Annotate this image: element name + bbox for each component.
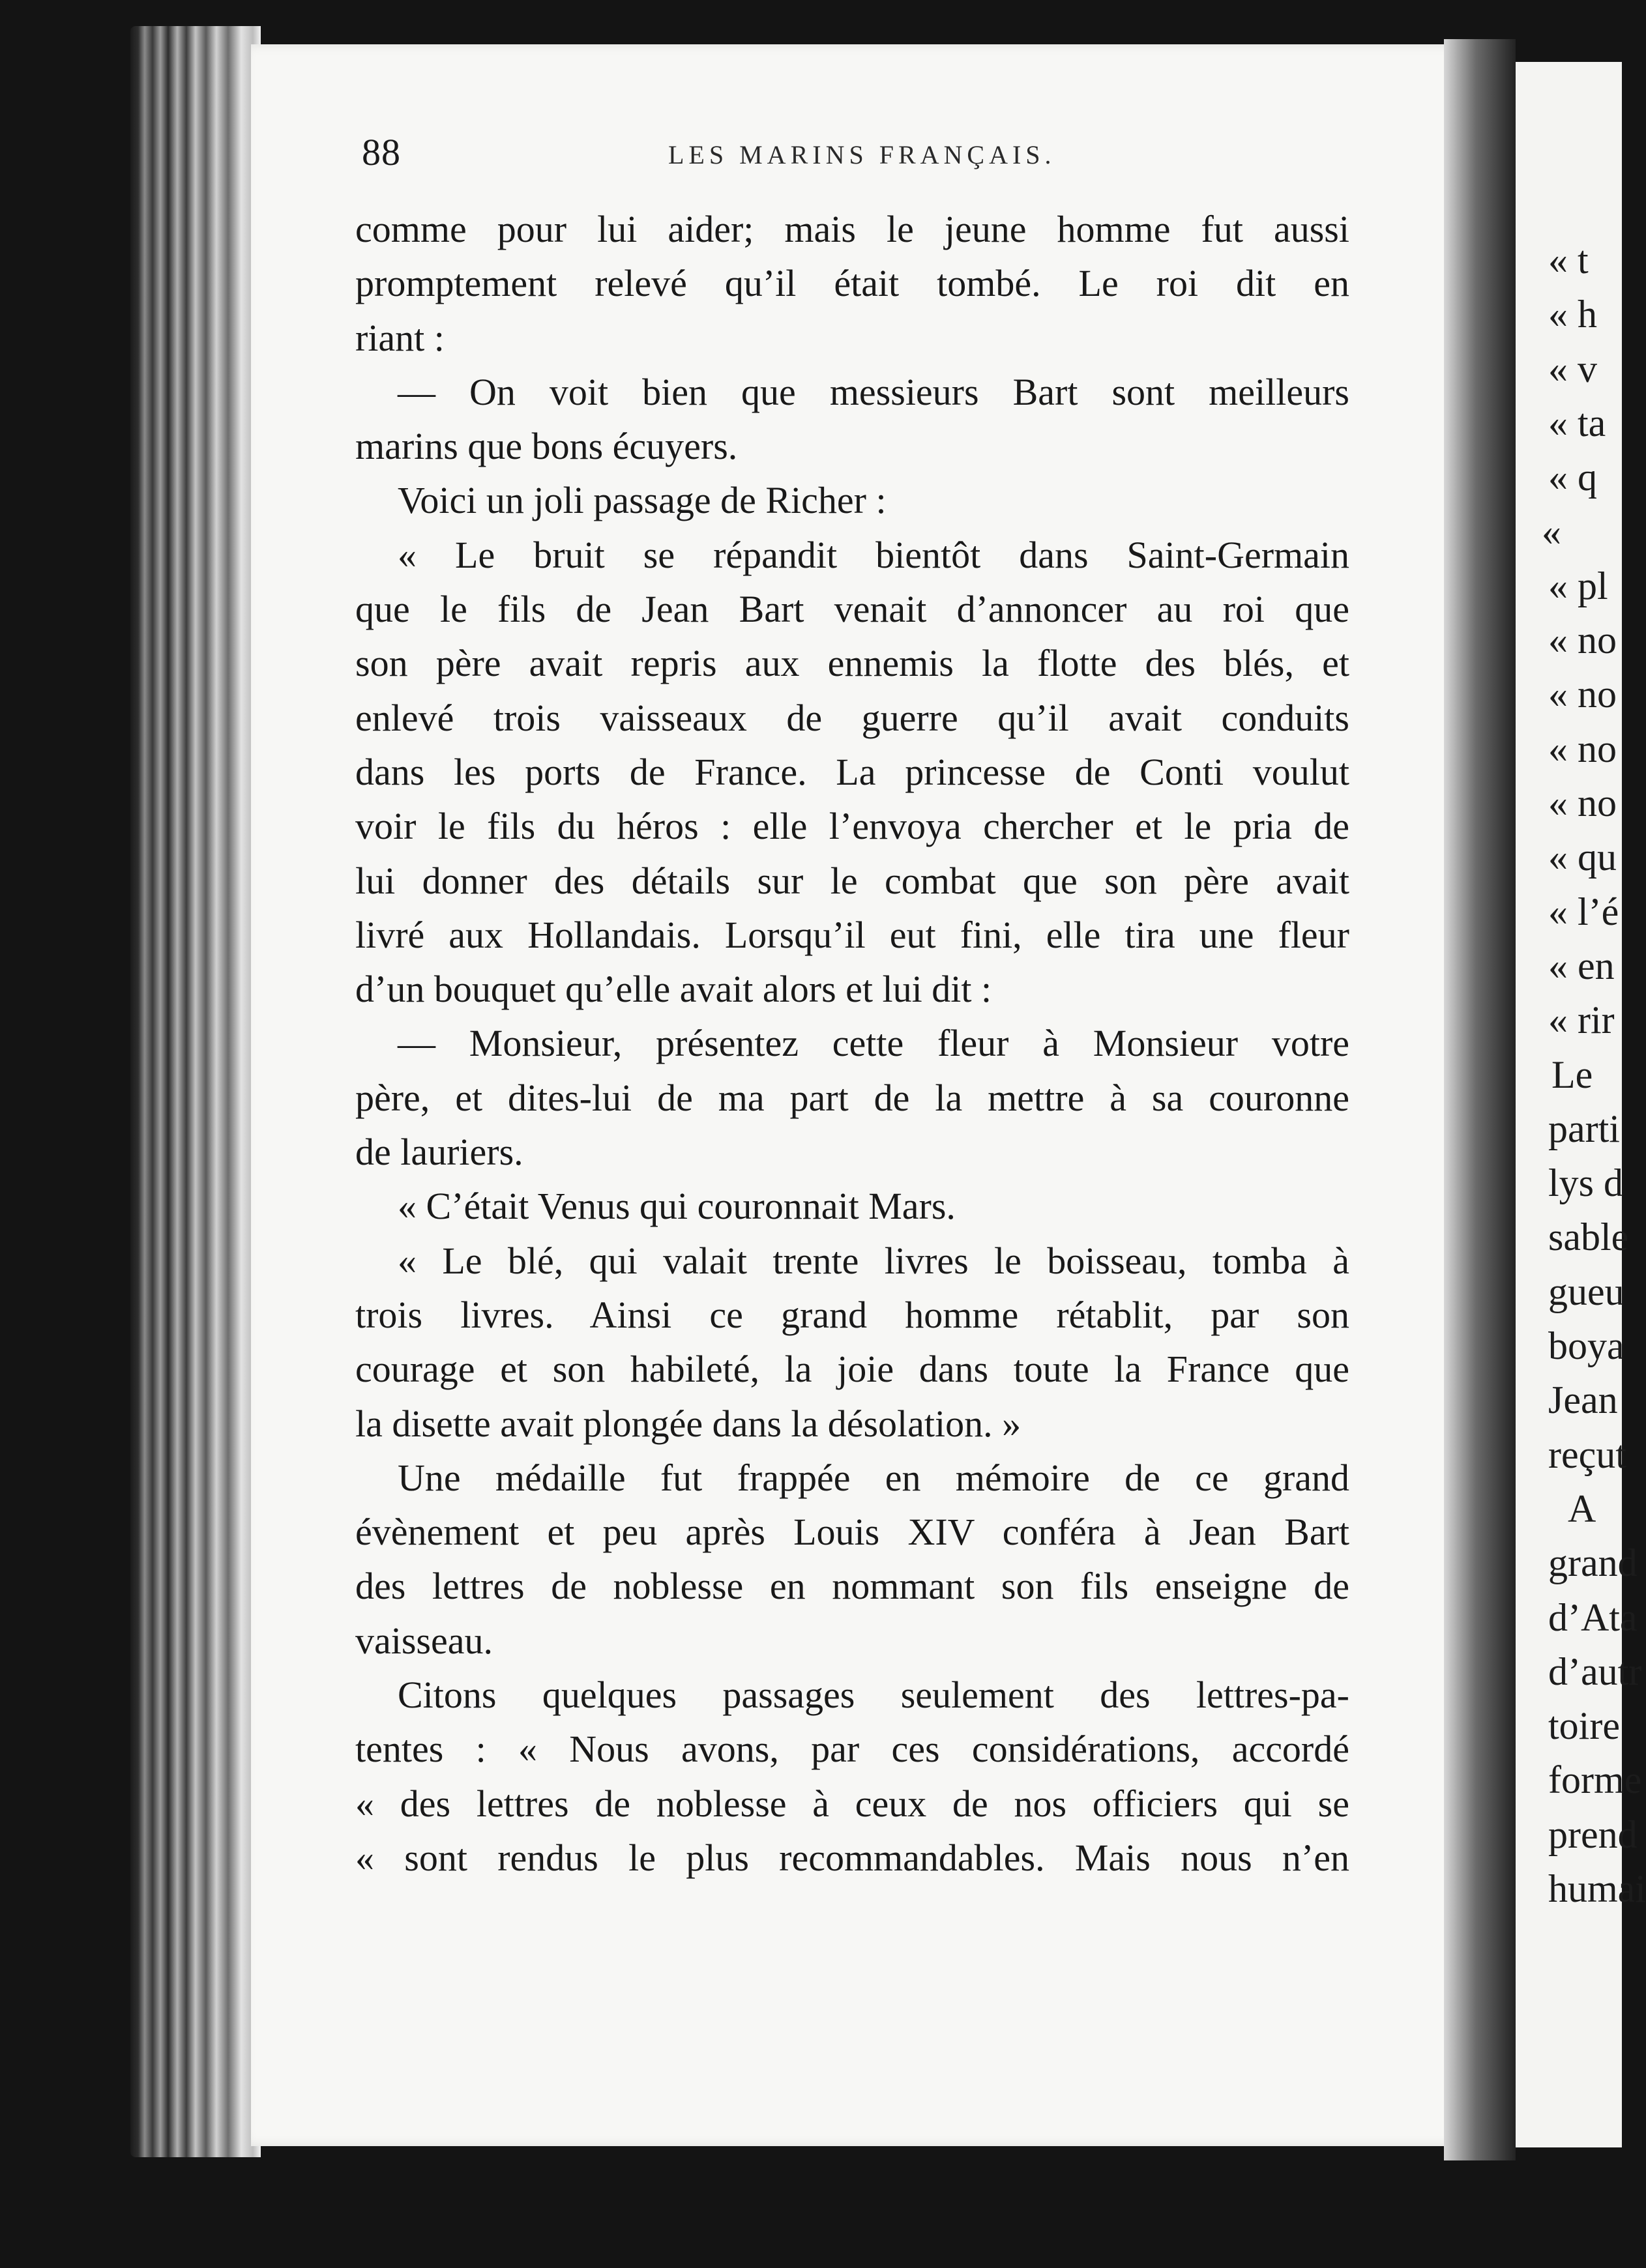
facing-page-line: « no (1548, 673, 1617, 716)
facing-page-line: « v (1548, 347, 1597, 390)
text-line: Voici un joli passage de Richer : (398, 479, 887, 522)
text-line: enlevé trois vaisseaux de guerre qu’il avait conduits (355, 696, 1349, 739)
facing-page-line: « no (1548, 781, 1617, 824)
text-line: trois livres. Ainsi ce grand homme rétablit, par son (355, 1293, 1349, 1336)
text-line: — Monsieur, présentez cette fleur à Monsieur votre (398, 1022, 1349, 1065)
text-line: des lettres de noblesse en nommant son fils enseigne de (355, 1565, 1349, 1608)
text-line: vaisseau. (355, 1619, 493, 1662)
text-line: promptement relevé qu’il était tombé. Le roi dit en (355, 262, 1349, 305)
facing-page-line: « (1542, 510, 1561, 553)
text-line: « Le bruit se répandit bientôt dans Saint-Germain (398, 533, 1349, 576)
text-line: « sont rendus le plus recommandables. Mais nous n’en (355, 1836, 1349, 1879)
facing-page-line: « no (1548, 727, 1617, 770)
facing-page-line: toire (1548, 1704, 1620, 1748)
text-line: dans les ports de France. La princesse de Conti voulut (355, 750, 1349, 793)
text-line: père, et dites-lui de ma part de la mettre à sa couronne (355, 1076, 1349, 1119)
text-line: de lauriers. (355, 1131, 523, 1174)
text-line: « C’était Venus qui couronnait Mars. (398, 1185, 956, 1228)
page-header (362, 130, 1353, 182)
gutter-shadow (1444, 39, 1516, 2160)
text-line: Citons quelques passages seulement des lettres-pa- (398, 1674, 1349, 1717)
text-line: d’un bouquet qu’elle avait alors et lui dit : (355, 968, 992, 1011)
text-line: tentes : « Nous avons, par ces considérations, accordé (355, 1728, 1349, 1771)
text-line: courage et son habileté, la joie dans toute la France que (355, 1348, 1349, 1391)
facing-page-line: sable (1548, 1215, 1629, 1259)
facing-page-line: lys d (1548, 1161, 1624, 1205)
facing-page-line: gueu (1548, 1270, 1624, 1313)
body-text (355, 202, 1349, 1885)
facing-page-line: « h (1548, 293, 1597, 336)
text-line: — On voit bien que messieurs Bart sont meilleurs (398, 370, 1349, 413)
facing-page-line: A (1568, 1487, 1596, 1530)
text-line: que le fils de Jean Bart venait d’annoncer au roi que (355, 588, 1349, 631)
text-line: marins que bons écuyers. (355, 425, 738, 468)
text-line: Une médaille fut frappée en mémoire de ce grand (398, 1456, 1349, 1499)
page-number: 88 (362, 131, 401, 173)
text-line: lui donner des détails sur le combat que son père avait (355, 859, 1349, 902)
facing-page-line: prend (1548, 1812, 1638, 1856)
facing-page-line: reçut (1548, 1432, 1626, 1476)
facing-page-line: d’Ata (1548, 1595, 1638, 1639)
facing-page (1516, 62, 1646, 2147)
facing-page-line: « pl (1548, 564, 1608, 607)
text-line: voir le fils du héros : elle l’envoya chercher et le pria de (355, 805, 1349, 848)
facing-page-line: d’autr (1548, 1650, 1642, 1693)
facing-page-line: « q (1548, 456, 1597, 499)
text-line: la disette avait plongée dans la désolation. » (355, 1402, 1021, 1445)
facing-page-line: forme (1548, 1758, 1642, 1802)
facing-page-line: grand (1548, 1541, 1638, 1585)
text-line: comme pour lui aider; mais le jeune homme fut aussi (355, 208, 1349, 250)
page-edges (130, 26, 261, 2157)
facing-page-line: « rir (1548, 998, 1615, 1042)
facing-page-line: « ta (1548, 401, 1606, 444)
facing-page-line: « no (1548, 618, 1617, 662)
text-line: son père avait repris aux ennemis la flotte des blés, et (355, 642, 1349, 685)
facing-page-line: « t (1548, 239, 1589, 282)
facing-page-line: Le (1551, 1053, 1593, 1096)
text-line: « Le blé, qui valait trente livres le boisseau, tomba à (398, 1239, 1349, 1282)
text-line: livré aux Hollandais. Lorsqu’il eut fini, elle tira une fleur (355, 913, 1349, 956)
text-line: « des lettres de noblesse à ceux de nos officiers qui se (355, 1782, 1349, 1825)
facing-page-line: parti (1548, 1107, 1620, 1150)
text-line: évènement et peu après Louis XIV conféra à Jean Bart (355, 1511, 1349, 1554)
running-title: LES MARINS FRANÇAIS. (668, 140, 1056, 169)
facing-page-line: humai (1548, 1867, 1646, 1910)
facing-page-line: « en (1548, 944, 1615, 987)
facing-page-line: « l’é (1548, 890, 1619, 933)
facing-page-line: Jean (1548, 1378, 1618, 1422)
facing-page-line: boya (1548, 1324, 1624, 1367)
text-line: riant : (355, 316, 445, 359)
facing-page-line: « qu (1548, 836, 1617, 879)
